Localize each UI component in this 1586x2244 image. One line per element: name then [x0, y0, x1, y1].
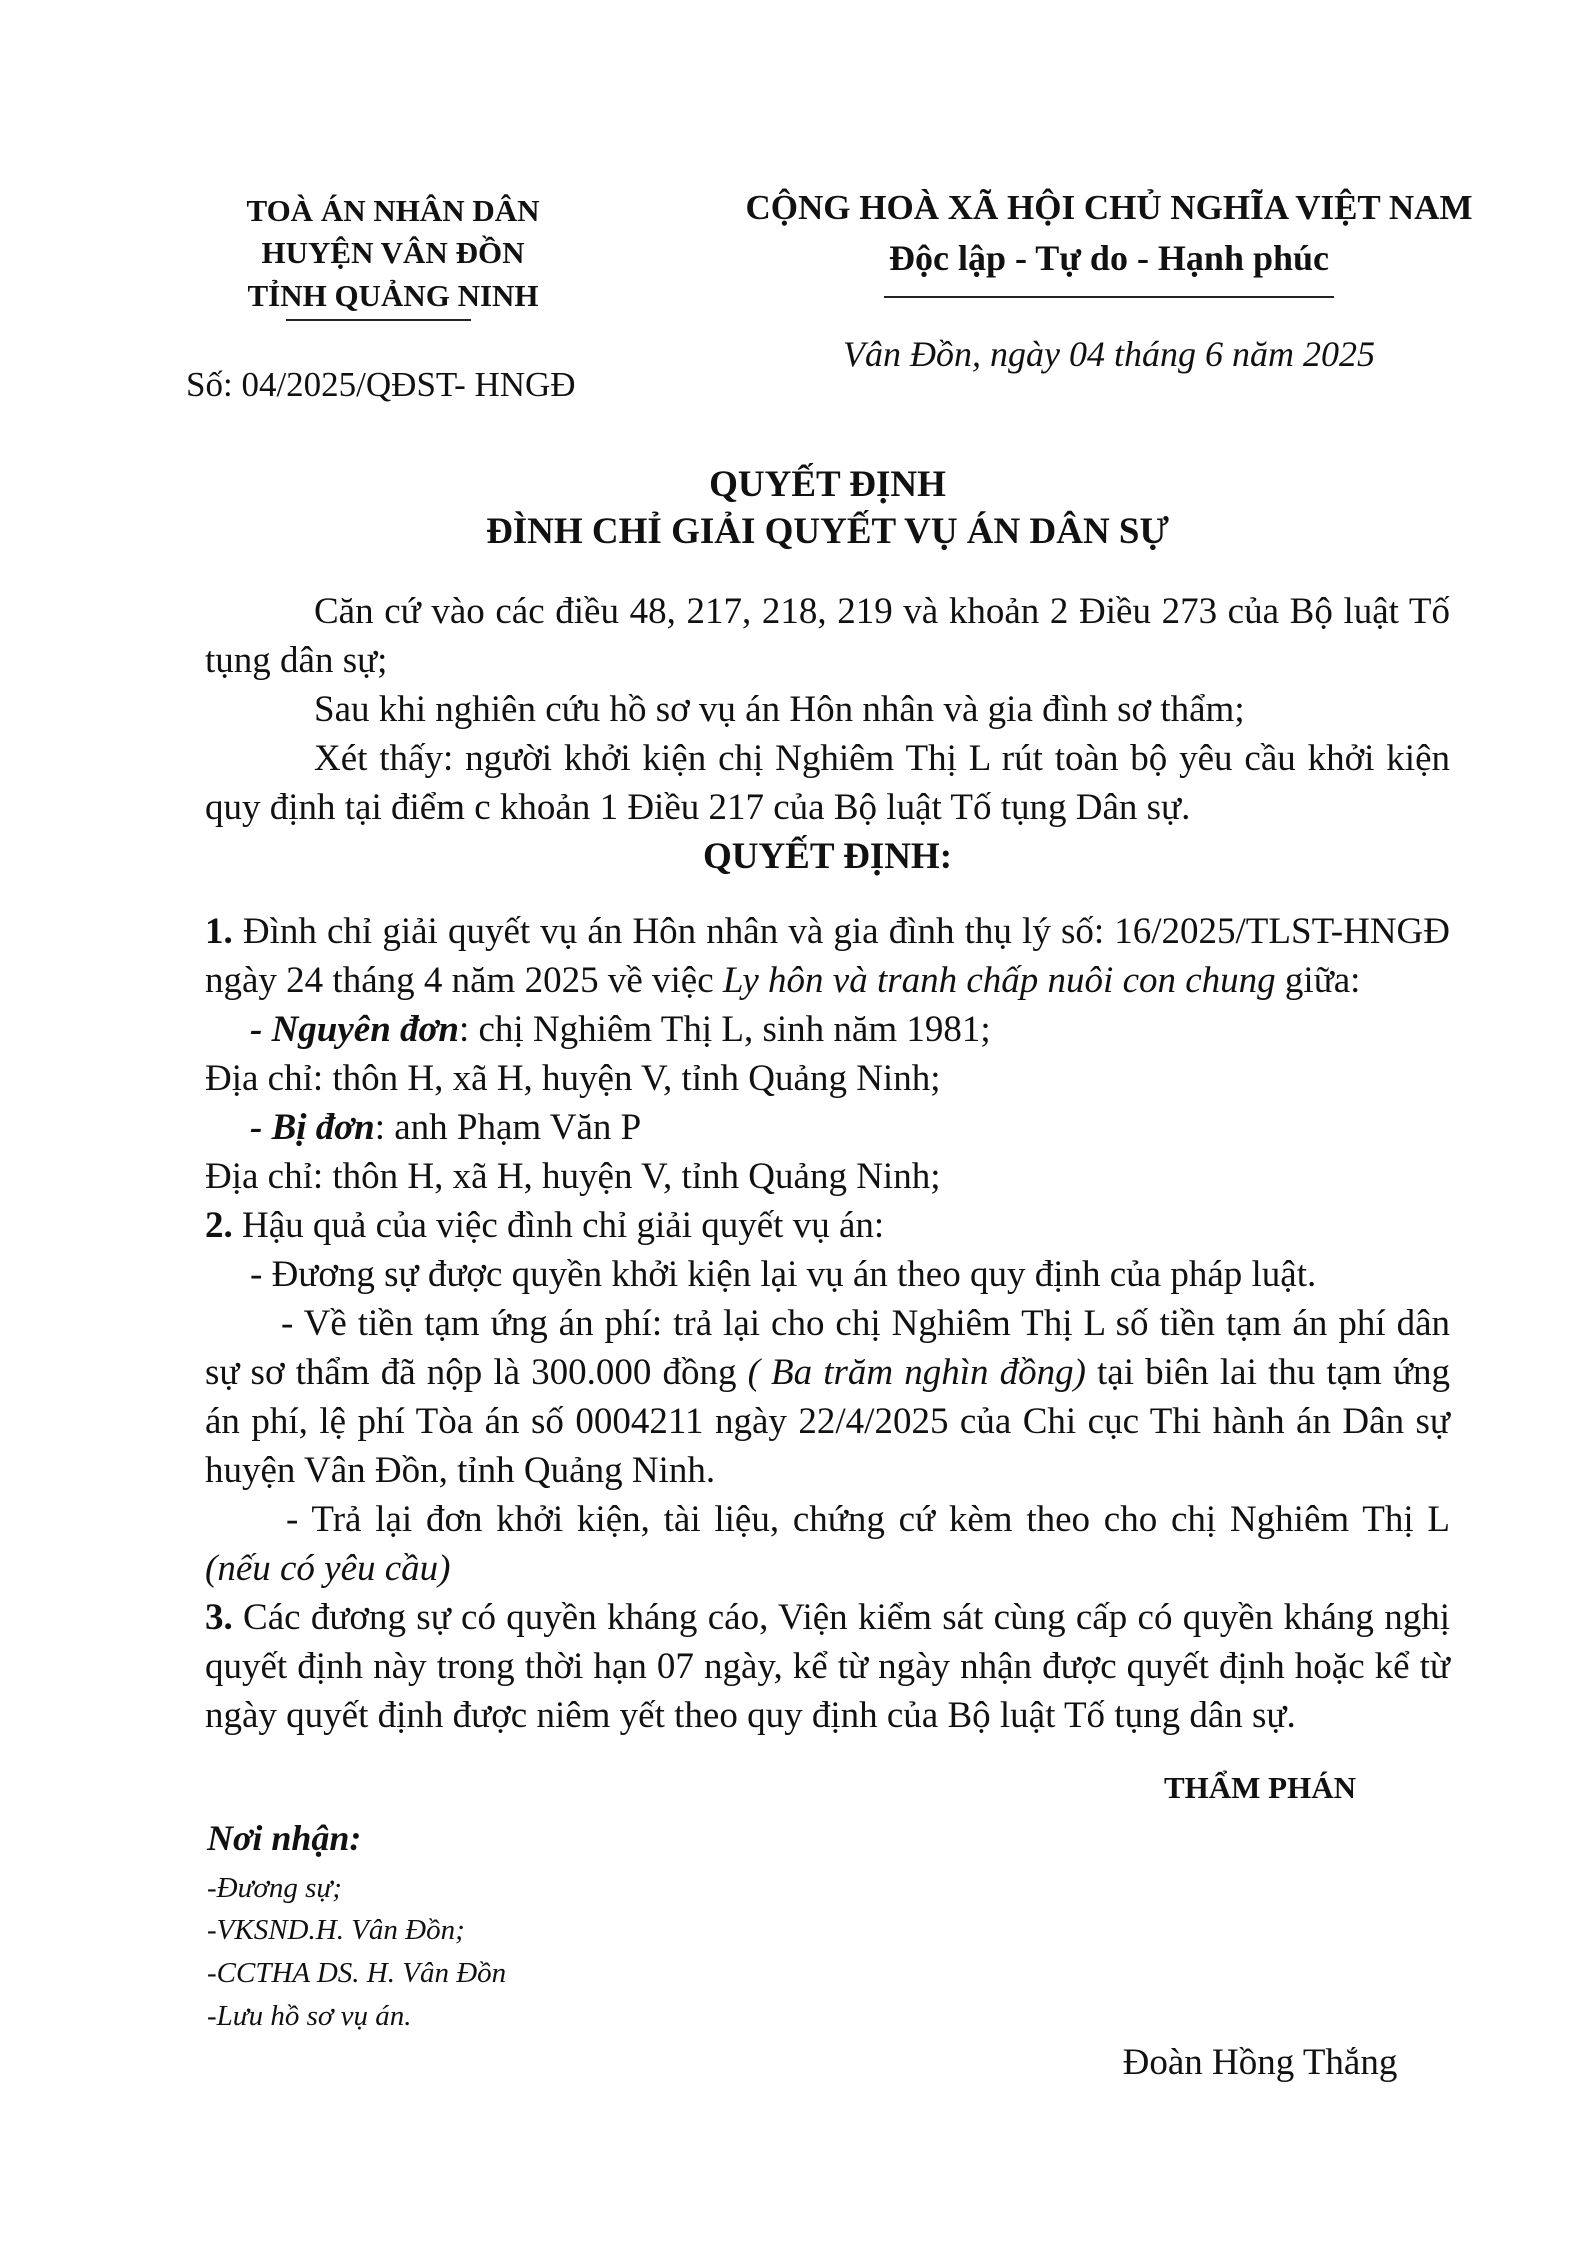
court-district: HUYỆN VÂN ĐỒN — [261, 235, 525, 270]
consequence-fee-refund — [205, 1299, 1450, 1495]
court-name: TOÀ ÁN NHÂN DÂN — [246, 193, 540, 228]
defendant — [205, 1103, 1450, 1152]
item-text: Các đương sự có quyền kháng cáo, Viện kiểm sát cùng cấp có quyền kháng nghị quyết định này trong thời hạn 07 ngày, kể từ ngày nhận được quyết định hoặc kể từ ngày quyết định được niêm yết theo quy định của Bộ luật Tố tụng dân sự. — [205, 1597, 1450, 1736]
recipient-item: -CCTHA DS. H. Vân Đồn — [207, 1957, 507, 1989]
item-number: 1. — [205, 911, 233, 952]
plaintiff — [205, 1005, 1450, 1054]
recipient-item: -Lưu hồ sơ vụ án. — [207, 2000, 412, 2032]
document-number: Số: 04/2025/QĐST- HNGĐ — [186, 365, 576, 404]
item-number: 3. — [205, 1597, 233, 1638]
signer-name: Đoàn Hồng Thắng — [1122, 2042, 1398, 2083]
fee-amount-words: ( Ba trăm nghìn đồng) — [747, 1352, 1086, 1393]
return-condition: (nếu có yêu cầu) — [205, 1548, 451, 1589]
item-text: Hậu quả của việc đình chỉ giải quyết vụ án: — [232, 1205, 885, 1246]
court-province: TỈNH QUẢNG NINH — [247, 278, 539, 313]
header-left-rule — [286, 319, 471, 321]
consequence-return-documents — [205, 1495, 1450, 1593]
fee-text: - Về tiền tạm ứng án phí: trả lại cho chị Nghiêm Thị L số tiền tạm án phí dân sự sơ thẩm đã nộp là 300.000 đồng — [205, 1303, 1450, 1393]
signer-title: THẨM PHÁN — [1163, 1770, 1356, 1805]
legal-basis: Căn cứ vào các điều 48, 217, 218, 219 và khoản 2 Điều 273 của Bộ luật Tố tụng dân sự; — [205, 591, 1450, 681]
item-text: giữa: — [1275, 960, 1361, 1001]
recipient-item: -Đương sự; — [207, 1872, 342, 1904]
case-type: Ly hôn và tranh chấp nuôi con chung — [722, 960, 1276, 1001]
return-text: - Trả lại đơn khởi kiện, tài liệu, chứng cứ kèm theo cho chị Nghiêm Thị L — [286, 1499, 1450, 1540]
recipients-heading: Nơi nhận: — [207, 1818, 362, 1858]
recipient-item: -VKSND.H. Vân Đồn; — [207, 1914, 465, 1946]
decision-item-1 — [205, 907, 1450, 1005]
review-statement: Sau khi nghiên cứu hồ sơ vụ án Hôn nhân và gia đình sơ thẩm; — [314, 689, 1245, 730]
decision-body — [205, 907, 1450, 1740]
header-right-rule — [884, 296, 1334, 298]
item-number: 2. — [205, 1205, 233, 1246]
consequence-right-to-refile: - Đương sự được quyền khởi kiện lại vụ án theo quy định của pháp luật. — [250, 1254, 1317, 1295]
fee-text: tại biên lai thu tạm ứng án phí, lệ phí Tòa án số 0004211 ngày 22/4/2025 của Chi cục Thi hành án Dân sự huyện Vân Đồn, tỉnh Quảng Ninh. — [205, 1352, 1450, 1491]
plaintiff-label: - Nguyên đơn — [250, 1009, 459, 1050]
decision-heading: QUYẾT ĐỊNH: — [702, 836, 953, 877]
defendant-address: Địa chỉ: thôn H, xã H, huyện V, tỉnh Quảng Ninh; — [205, 1156, 941, 1197]
national-motto: Độc lập - Tự do - Hạnh phúc — [888, 238, 1330, 278]
country-name: CỘNG HOÀ XÃ HỘI CHỦ NGHĨA VIỆT NAM — [745, 188, 1473, 227]
document-subtitle: ĐÌNH CHỈ GIẢI QUYẾT VỤ ÁN DÂN SỰ — [486, 511, 1169, 552]
place-date: Vân Đồn, ngày 04 tháng 6 năm 2025 — [843, 334, 1375, 374]
finding: Xét thấy: người khởi kiện chị Nghiêm Thị L rút toàn bộ yêu cầu khởi kiện quy định tại điểm c khoản 1 Điều 217 của Bộ luật Tố tụng Dân sự. — [205, 738, 1450, 828]
plaintiff-info: : chị Nghiêm Thị L, sinh năm 1981; — [458, 1009, 991, 1050]
document-title: QUYẾT ĐỊNH — [709, 464, 946, 505]
preamble — [205, 587, 1450, 881]
plaintiff-address: Địa chỉ: thôn H, xã H, huyện V, tỉnh Quảng Ninh; — [205, 1058, 941, 1099]
item-text: Đình chỉ giải quyết vụ án Hôn nhân và gia đình thụ lý số: 16/2025/TLST-HNGĐ ngày 24 tháng 4 năm 2025 về việc — [205, 911, 1450, 1001]
defendant-info: : anh Phạm Văn P — [374, 1107, 642, 1148]
decision-item-2 — [205, 1201, 1450, 1250]
decision-item-3 — [205, 1593, 1450, 1740]
defendant-label: - Bị đơn — [250, 1107, 375, 1148]
